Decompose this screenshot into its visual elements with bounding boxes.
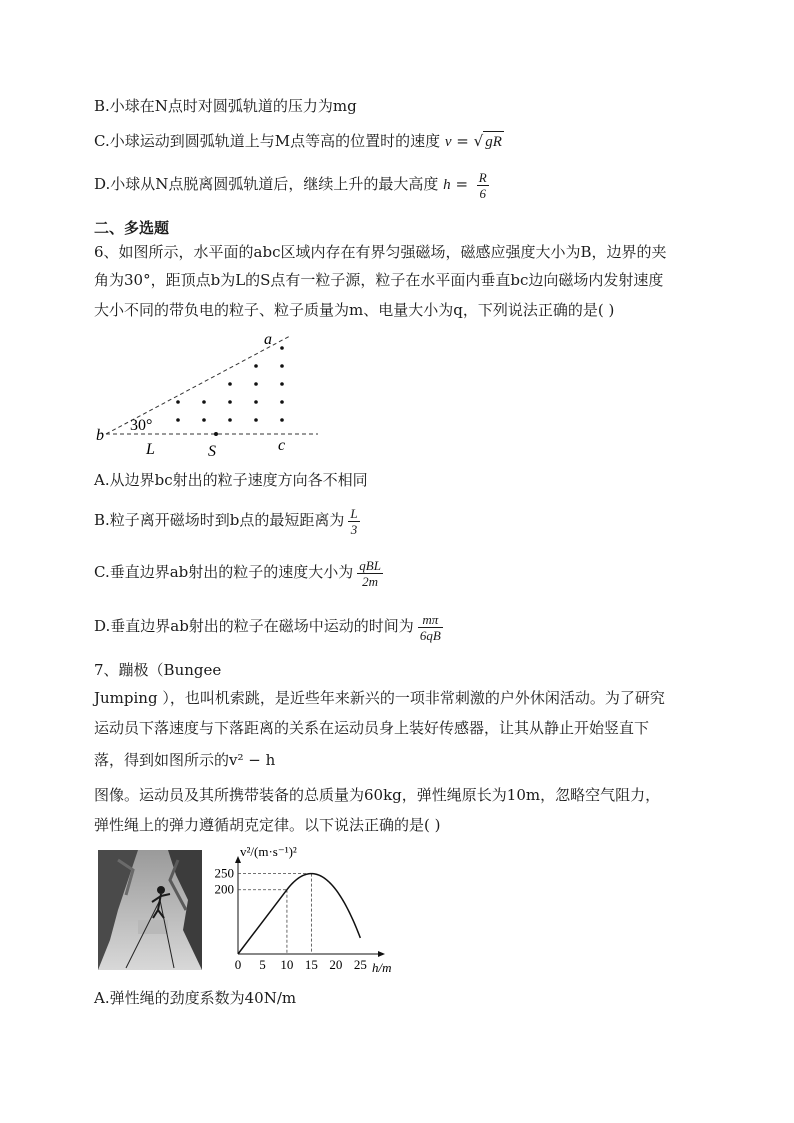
q6-option-c-text: C.垂直边界ab射出的粒子的速度大小为 — [94, 563, 354, 581]
field-dots — [176, 346, 284, 436]
q6-stem-line3: 大小不同的带负电的粒子、粒子质量为m、电量大小为q，下列说法正确的是( ) — [94, 301, 615, 319]
q7-stem-line3: 运动员下落速度与下落距离的关系在运动员身上装好传感器，让其从静止开始竖直下 — [94, 719, 650, 737]
q6-option-b-fraction: $\frac{L}{3}$ — [350, 505, 358, 537]
label-c: c — [278, 437, 286, 454]
field-dot — [254, 400, 258, 404]
q5-option-c — [94, 131, 504, 152]
x-tick-label: 5 — [259, 957, 266, 972]
field-dot — [280, 364, 284, 368]
q7-stem-line6: 弹性绳上的弹力遵循胡克定律。以下说法正确的是( ) — [94, 816, 441, 834]
field-dot — [280, 346, 284, 350]
source-point-S — [214, 432, 218, 436]
q5-option-d-h: h — [443, 177, 451, 193]
q5-option-c-v: v — [444, 134, 452, 150]
label-a: a — [264, 331, 272, 348]
series-line — [238, 874, 360, 954]
field-dot — [176, 418, 180, 422]
field-dot — [254, 364, 258, 368]
field-dot — [228, 400, 232, 404]
chart-series — [238, 874, 360, 954]
x-axis-arrow-icon — [378, 951, 385, 957]
q5-option-d — [94, 166, 489, 203]
field-dot — [228, 418, 232, 422]
q6-option-a: A.从边界bc射出的粒子速度方向各不相同 — [94, 471, 368, 489]
label-b: b — [96, 427, 104, 444]
x-tick-label: 0 — [234, 957, 242, 972]
v2-h-chart — [210, 840, 400, 975]
chart-ticks — [215, 866, 367, 972]
q6-option-b-text: B.粒子离开磁场时到b点的最短距离为 — [94, 511, 345, 529]
q5-option-b-text: B.小球在N点时对圆弧轨道的压力为mg — [94, 97, 357, 115]
field-dot — [254, 382, 258, 386]
q5-option-c-root: gR — [483, 131, 504, 152]
q5-option-d-text: D.小球从N点脱离圆弧轨道后，继续上升的最大高度 — [94, 175, 439, 193]
q6-stem-line2: 角为30°，距顶点b为L的S点有一粒子源，粒子在水平面内垂直bc边向磁场内发射速度 — [94, 271, 664, 289]
q6-option-b — [94, 500, 360, 540]
q5-option-b — [94, 96, 357, 116]
x-tick-label: 15 — [304, 957, 318, 972]
q6-option-d-text: D.垂直边界ab射出的粒子在磁场中运动的时间为 — [94, 617, 414, 635]
chart-xlabel: h/m — [372, 960, 392, 975]
q5-option-c-eq: = — [451, 132, 474, 150]
field-dot — [280, 382, 284, 386]
q7-stem-line1: 7、蹦极（Bungee — [94, 661, 222, 679]
chart-axes — [235, 856, 385, 957]
sqrt-icon: √ — [473, 132, 484, 150]
q5-option-d-fraction: $\frac{R}{6}$ — [478, 169, 487, 201]
magnetic-field-figure — [92, 330, 332, 460]
chart-ylabel: v²/(m·s⁻¹)² — [240, 844, 297, 859]
x-tick-label: 10 — [280, 957, 294, 972]
field-dot — [280, 400, 284, 404]
q7-stem-line4: 落，得到如图所示的v² − h — [94, 751, 276, 769]
q7-stem-line2: Jumping ），也叫机索跳，是近些年来新兴的一项非常刺激的户外休闲活动。为了研究 — [94, 689, 665, 707]
q7-stem-line5: 图像。运动员及其所携带装备的总质量为60kg，弹性绳原长为10m，忽略空气阻力， — [94, 786, 661, 804]
section-title: 二、多选题 — [94, 219, 170, 237]
bungee-photo — [98, 850, 202, 970]
y-tick-label: 200 — [214, 881, 234, 897]
label-S: S — [208, 443, 216, 460]
field-dot — [202, 400, 206, 404]
q5-option-c-text: C.小球运动到圆弧轨道上与M点等高的位置时的速度 — [94, 132, 441, 150]
y-tick-label: 250 — [214, 865, 234, 881]
chart-guides — [238, 874, 311, 954]
field-dot — [254, 418, 258, 422]
field-dot — [176, 400, 180, 404]
q6-option-c — [94, 552, 383, 592]
q6-stem-line1: 6、如图所示，水平面的abc区域内存在有界匀强磁场，磁感应强度大小为B，边界的夹 — [94, 243, 667, 261]
label-L: L — [146, 441, 155, 458]
field-dot — [280, 418, 284, 422]
x-tick-label: 20 — [329, 957, 343, 972]
jumper-icon — [157, 886, 165, 894]
q6-option-c-fraction: $\frac{\text{qBL}}{2m}$ — [359, 557, 381, 589]
field-dot — [228, 382, 232, 386]
angle-label: 30° — [130, 417, 153, 434]
x-tick-label: 25 — [353, 957, 367, 972]
q5-option-d-eq: = — [450, 175, 473, 193]
q6-option-d-fraction: $\frac{m\pi}{6qB}$ — [419, 611, 441, 643]
q7-option-a: A.弹性绳的劲度系数为40N/m — [94, 989, 297, 1007]
field-dot — [202, 418, 206, 422]
q6-option-d — [94, 606, 443, 646]
